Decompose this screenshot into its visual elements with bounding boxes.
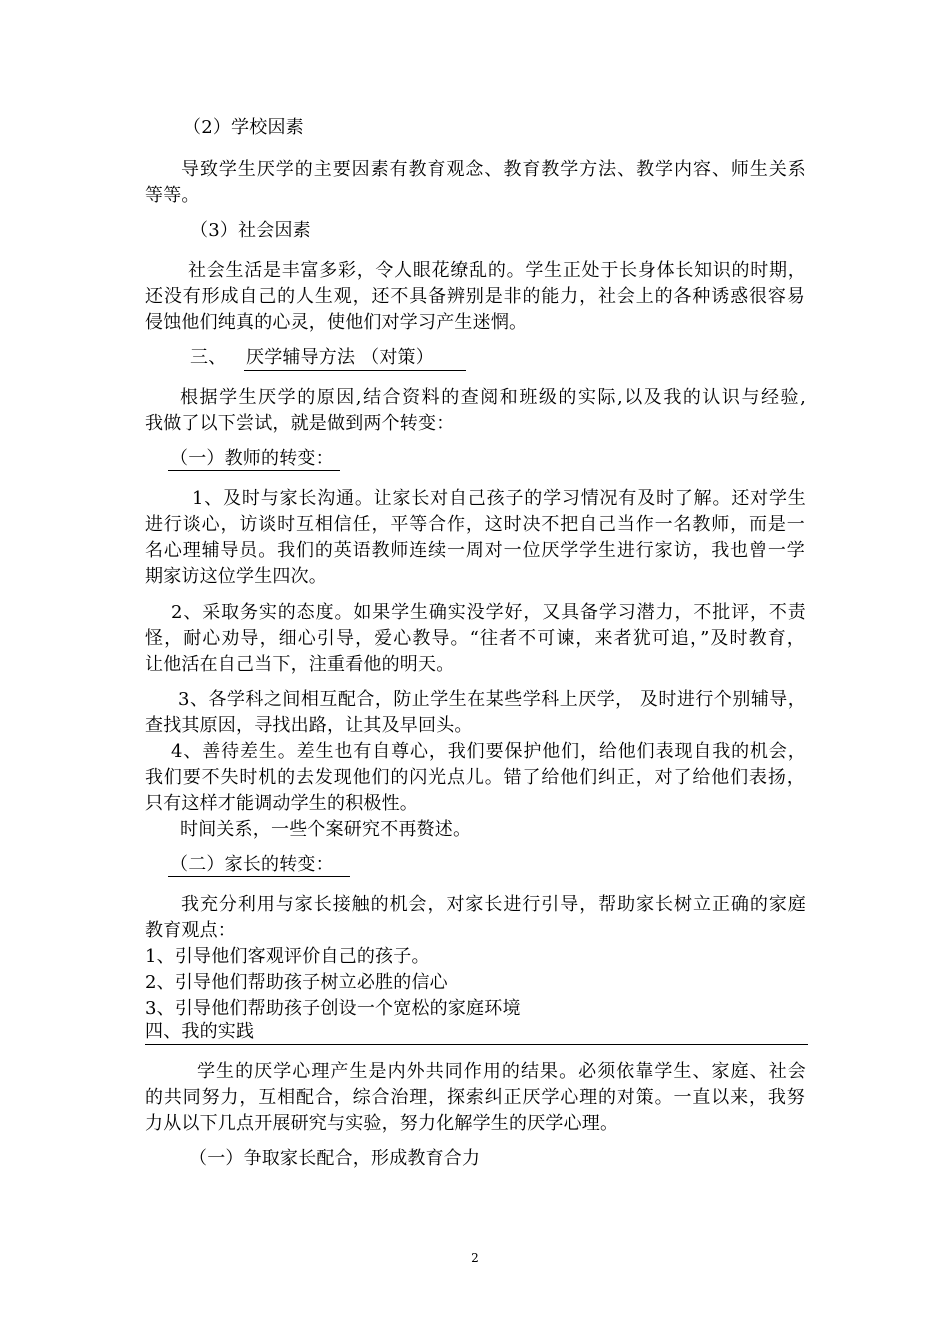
teacher-item-3-line: 查找其原因，寻找出路，让其及早回头。 [145, 715, 473, 736]
teacher-item-3-line: 3、各学科之间相互配合，防止学生在某些学科上厌学， 及时进行个别辅导， [178, 689, 806, 710]
social-factor-paragraph-line: 还没有形成自己的人生观，还不具备辨别是非的能力，社会上的各种诱惑很容易 [145, 286, 805, 307]
section4-heading-underline [145, 1044, 808, 1045]
section4-paragraph-line: 学生的厌学心理产生是内外共同作用的结果。必须依靠学生、家庭、社会 [197, 1061, 806, 1082]
section3-number: 三、 [190, 347, 227, 368]
section4-subheading: （一）争取家长配合，形成教育合力 [189, 1148, 481, 1169]
social-factor-heading: （3）社会因素 [190, 220, 311, 241]
teacher-item-1-line: 进行谈心，访谈时互相信任，平等合作，这时决不把自己当作一名教师，而是一 [145, 514, 805, 535]
parent-intro-line: 教育观点： [145, 920, 236, 941]
parent-change-heading: （二）家长的转变： [170, 854, 334, 875]
teacher-item-1-line: 1、及时与家长沟通。让家长对自己孩子的学习情况有及时了解。还对学生 [192, 488, 806, 509]
teacher-closing-line: 时间关系，一些个案研究不再赘述。 [180, 819, 472, 840]
teacher-item-4-line: 我们要不失时机的去发现他们的闪光点儿。错了给他们纠正，对了给他们表扬， [145, 767, 805, 788]
school-factor-paragraph-line: 导致学生厌学的主要因素有教育观念、教育教学方法、教学内容、师生关系 [181, 159, 806, 180]
section3-title: 厌学辅导方法 （对策） [246, 347, 434, 368]
parent-list-item: 2、引导他们帮助孩子树立必胜的信心 [145, 972, 448, 993]
teacher-change-underline [168, 470, 340, 471]
teacher-item-4-line: 4、善待差生。差生也有自尊心，我们要保护他们，给他们表现自我的机会， [171, 741, 806, 762]
page-number: 2 [471, 1251, 479, 1265]
teacher-item-1-line: 名心理辅导员。我们的英语教师连续一周对一位厌学学生进行家访，我也曾一学 [145, 540, 805, 561]
social-factor-paragraph-line: 社会生活是丰富多彩，令人眼花缭乱的。学生正处于长身体长知识的时期， [188, 260, 806, 281]
teacher-change-heading: （一）教师的转变： [170, 448, 334, 469]
parent-list-item: 3、引导他们帮助孩子创设一个宽松的家庭环境 [145, 998, 521, 1019]
teacher-item-4-line: 只有这样才能调动学生的积极性。 [145, 793, 418, 814]
teacher-item-2-line: 怪，耐心劝导，细心引导，爱心教导。“往者不可谏，来者犹可追，”及时教育， [145, 628, 805, 649]
teacher-item-2-line: 2、采取务实的态度。如果学生确实没学好，又具备学习潜力，不批评，不责 [171, 602, 806, 623]
section3-intro-line: 我做了以下尝试，就是做到两个转变： [145, 413, 455, 434]
parent-list-item: 1、引导他们客观评价自己的孩子。 [145, 946, 430, 967]
social-factor-paragraph-line: 侵蚀他们纯真的心灵，使他们对学习产生迷惘。 [145, 312, 528, 333]
section4-paragraph-line: 的共同努力，互相配合，综合治理，探索纠正厌学心理的对策。一直以来，我努 [145, 1087, 805, 1108]
school-factor-paragraph-line: 等等。 [145, 185, 200, 206]
section4-heading: 四、我的实践 [145, 1021, 255, 1042]
teacher-item-1-line: 期家访这位学生四次。 [145, 566, 327, 587]
parent-intro-line: 我充分利用与家长接触的机会，对家长进行引导，帮助家长树立正确的家庭 [181, 894, 806, 915]
teacher-item-2-line: 让他活在自己当下，注重看他的明天。 [145, 654, 455, 675]
school-factor-heading: （2）学校因素 [183, 117, 304, 138]
section4-paragraph-line: 力从以下几点开展研究与实验，努力化解学生的厌学心理。 [145, 1113, 619, 1134]
section3-title-underline [244, 370, 466, 371]
parent-change-underline [168, 876, 350, 877]
section3-intro-line: 根据学生厌学的原因,结合资料的查阅和班级的实际,以及我的认识与经验, [180, 387, 806, 408]
